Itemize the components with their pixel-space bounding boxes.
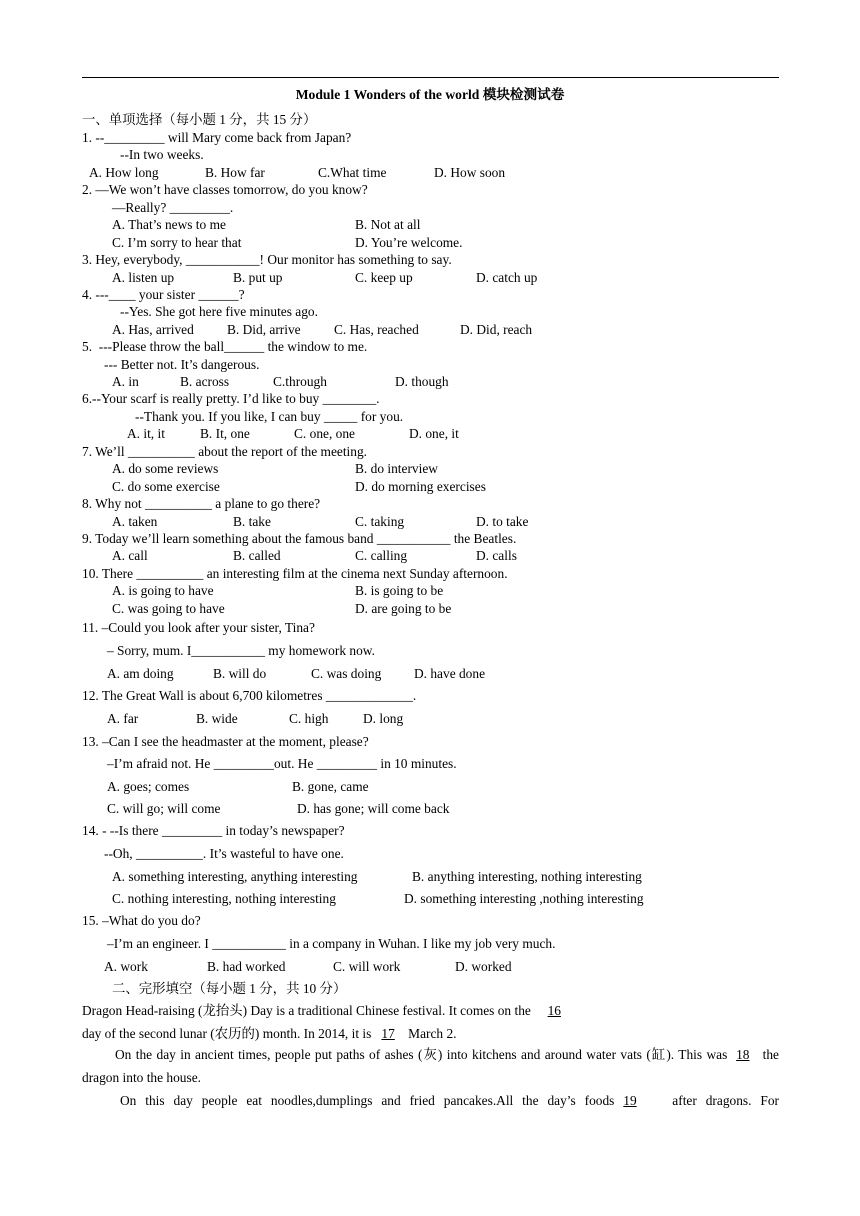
question-1-option-b: B. How far bbox=[205, 165, 265, 180]
question-8-option-b: B. take bbox=[233, 514, 271, 529]
question-5-option-d: D. though bbox=[395, 374, 449, 389]
question-12-stem: 12. The Great Wall is about 6,700 kilometres _____________. bbox=[82, 688, 417, 703]
passage-paragraph-2 bbox=[82, 1044, 779, 1089]
question-13-reply: –I’m afraid not. He _________out. He _________ in 10 minutes. bbox=[107, 756, 457, 771]
question-6-reply: --Thank you. If you like, I can buy _____ for you. bbox=[135, 409, 404, 424]
question-15-reply: –I’m an engineer. I ___________ in a company in Wuhan. I like my job very much. bbox=[107, 936, 556, 951]
question-2-stem: 2. —We won’t have classes tomorrow, do you know? bbox=[82, 182, 368, 197]
question-1-option-a: A. How long bbox=[89, 165, 159, 180]
question-14-option-b: B. anything interesting, nothing interesting bbox=[412, 869, 642, 884]
question-13-option-a: A. goes; comes bbox=[107, 779, 190, 794]
question-2-option-c: C. I’m sorry to hear that bbox=[112, 235, 242, 250]
question-3-option-c: C. keep up bbox=[355, 270, 413, 285]
question-14-option-c: C. nothing interesting, nothing interesting bbox=[112, 891, 336, 906]
section-heading-cloze: 二、完形填空（每小题 1 分，共 10 分） bbox=[112, 981, 347, 996]
question-10-option-d: D. are going to be bbox=[355, 601, 452, 616]
question-4-option-b: B. Did, arrive bbox=[227, 322, 301, 337]
question-1-stem: 1. --_________ will Mary come back from Japan? bbox=[82, 130, 352, 145]
question-9-stem: 9. Today we’ll learn something about the famous band ___________ the Beatles. bbox=[82, 531, 517, 546]
question-2-option-d: D. You’re welcome. bbox=[355, 235, 463, 250]
question-10-option-a: A. is going to have bbox=[112, 583, 214, 598]
passage-text: after dragons. For bbox=[672, 1093, 779, 1108]
question-15-option-d: D. worked bbox=[455, 959, 512, 974]
blank-17: 17 bbox=[381, 1026, 395, 1041]
question-5-option-c: C.through bbox=[273, 374, 327, 389]
question-9-option-c: C. calling bbox=[355, 548, 408, 563]
question-11-option-c: C. was doing bbox=[311, 666, 382, 681]
question-4-reply: --Yes. She got here five minutes ago. bbox=[120, 304, 318, 319]
passage-text: On this day people eat noodles,dumplings and fried pancakes.All the day’s foods bbox=[120, 1093, 615, 1108]
question-10-option-c: C. was going to have bbox=[112, 601, 225, 616]
question-10-option-b: B. is going to be bbox=[355, 583, 444, 598]
question-3-stem: 3. Hey, everybody, ___________! Our monitor has something to say. bbox=[82, 252, 452, 267]
passage-paragraph-3 bbox=[82, 1090, 779, 1113]
question-15-stem: 15. –What do you do? bbox=[82, 913, 201, 928]
question-7-stem: 7. We’ll __________ about the report of the meeting. bbox=[82, 444, 368, 459]
question-1-option-c: C.What time bbox=[318, 165, 387, 180]
question-15-option-a: A. work bbox=[104, 959, 148, 974]
section-heading-multiple-choice: 一、单项选择（每小题 1 分，共 15 分） bbox=[82, 112, 317, 127]
question-9-option-d: D. calls bbox=[476, 548, 517, 563]
question-11-option-a: A. am doing bbox=[107, 666, 174, 681]
question-3-option-d: D. catch up bbox=[476, 270, 538, 285]
question-13-option-c: C. will go; will come bbox=[107, 801, 221, 816]
question-6-option-c: C. one, one bbox=[294, 426, 355, 441]
question-10-stem: 10. There __________ an interesting film at the cinema next Sunday afternoon. bbox=[82, 566, 508, 581]
question-13-stem: 13. –Can I see the headmaster at the moment, please? bbox=[82, 734, 369, 749]
question-2-option-b: B. Not at all bbox=[355, 217, 421, 232]
question-12-option-b: B. wide bbox=[196, 711, 238, 726]
question-13-option-d: D. has gone; will come back bbox=[297, 801, 450, 816]
passage-text: On the day in ancient times, people put paths of ashes (灰) into kitchens and around water vats (缸). This was bbox=[115, 1047, 728, 1062]
question-15-option-b: B. had worked bbox=[207, 959, 286, 974]
question-8-stem: 8. Why not __________ a plane to go there? bbox=[82, 496, 321, 511]
passage-text: day of the second lunar (农历的) month. In 2014, it is bbox=[82, 1026, 372, 1041]
question-9-option-a: A. call bbox=[112, 548, 148, 563]
question-6-stem: 6.--Your scarf is really pretty. I’d like to buy ________. bbox=[82, 391, 380, 406]
question-11-option-d: D. have done bbox=[414, 666, 486, 681]
question-12-option-c: C. high bbox=[289, 711, 329, 726]
question-9-option-b: B. called bbox=[233, 548, 281, 563]
passage-text: the dragon into the house. bbox=[82, 1047, 779, 1085]
passage-text: March 2. bbox=[408, 1026, 457, 1041]
question-11-reply: – Sorry, mum. I___________ my homework now. bbox=[107, 643, 375, 658]
question-11-option-b: B. will do bbox=[213, 666, 267, 681]
question-4-option-d: D. Did, reach bbox=[460, 322, 533, 337]
question-3-option-a: A. listen up bbox=[112, 270, 175, 285]
question-8-option-c: C. taking bbox=[355, 514, 405, 529]
question-7-option-d: D. do morning exercises bbox=[355, 479, 486, 494]
question-14-reply: --Oh, __________. It’s wasteful to have one. bbox=[104, 846, 344, 861]
passage-text: Dragon Head-raising (龙抬头) Day is a traditional Chinese festival. It comes on the bbox=[82, 1003, 531, 1018]
question-6-option-a: A. it, it bbox=[127, 426, 165, 441]
question-1-option-d: D. How soon bbox=[434, 165, 506, 180]
question-5-reply: --- Better not. It’s dangerous. bbox=[104, 357, 260, 372]
question-12-option-d: D. long bbox=[363, 711, 404, 726]
question-2-option-a: A. That’s news to me bbox=[112, 217, 226, 232]
blank-16: 16 bbox=[547, 1003, 561, 1018]
question-7-option-a: A. do some reviews bbox=[112, 461, 219, 476]
question-3-option-b: B. put up bbox=[233, 270, 283, 285]
question-4-option-c: C. Has, reached bbox=[334, 322, 419, 337]
passage-line-1 bbox=[82, 1002, 561, 1019]
question-13-option-b: B. gone, came bbox=[292, 779, 369, 794]
question-11-stem: 11. –Could you look after your sister, Tina? bbox=[82, 620, 315, 635]
question-15-option-c: C. will work bbox=[333, 959, 401, 974]
blank-18: 18 bbox=[736, 1047, 750, 1062]
question-8-option-d: D. to take bbox=[476, 514, 529, 529]
question-6-option-b: B. It, one bbox=[200, 426, 250, 441]
question-2-reply: —Really? _________. bbox=[112, 200, 234, 215]
passage-line-2 bbox=[82, 1025, 457, 1042]
question-6-option-d: D. one, it bbox=[409, 426, 459, 441]
question-5-option-b: B. across bbox=[180, 374, 230, 389]
question-7-option-b: B. do interview bbox=[355, 461, 438, 476]
question-14-option-d: D. something interesting ,nothing interesting bbox=[404, 891, 644, 906]
question-4-option-a: A. Has, arrived bbox=[112, 322, 194, 337]
question-14-stem: 14. - --Is there _________ in today’s newspaper? bbox=[82, 823, 345, 838]
question-4-stem: 4. ---____ your sister ______? bbox=[82, 287, 245, 302]
question-7-option-c: C. do some exercise bbox=[112, 479, 220, 494]
question-5-option-a: A. in bbox=[112, 374, 139, 389]
question-1-reply: --In two weeks. bbox=[120, 147, 204, 162]
question-8-option-a: A. taken bbox=[112, 514, 158, 529]
blank-19: 19 bbox=[623, 1093, 637, 1108]
page-title: Module 1 Wonders of the world 模块检测试卷 bbox=[295, 87, 565, 102]
header-rule bbox=[82, 77, 779, 78]
question-14-option-a: A. something interesting, anything interesting bbox=[112, 869, 358, 884]
question-12-option-a: A. far bbox=[107, 711, 139, 726]
question-5-stem: 5. ---Please throw the ball______ the window to me. bbox=[82, 339, 368, 354]
